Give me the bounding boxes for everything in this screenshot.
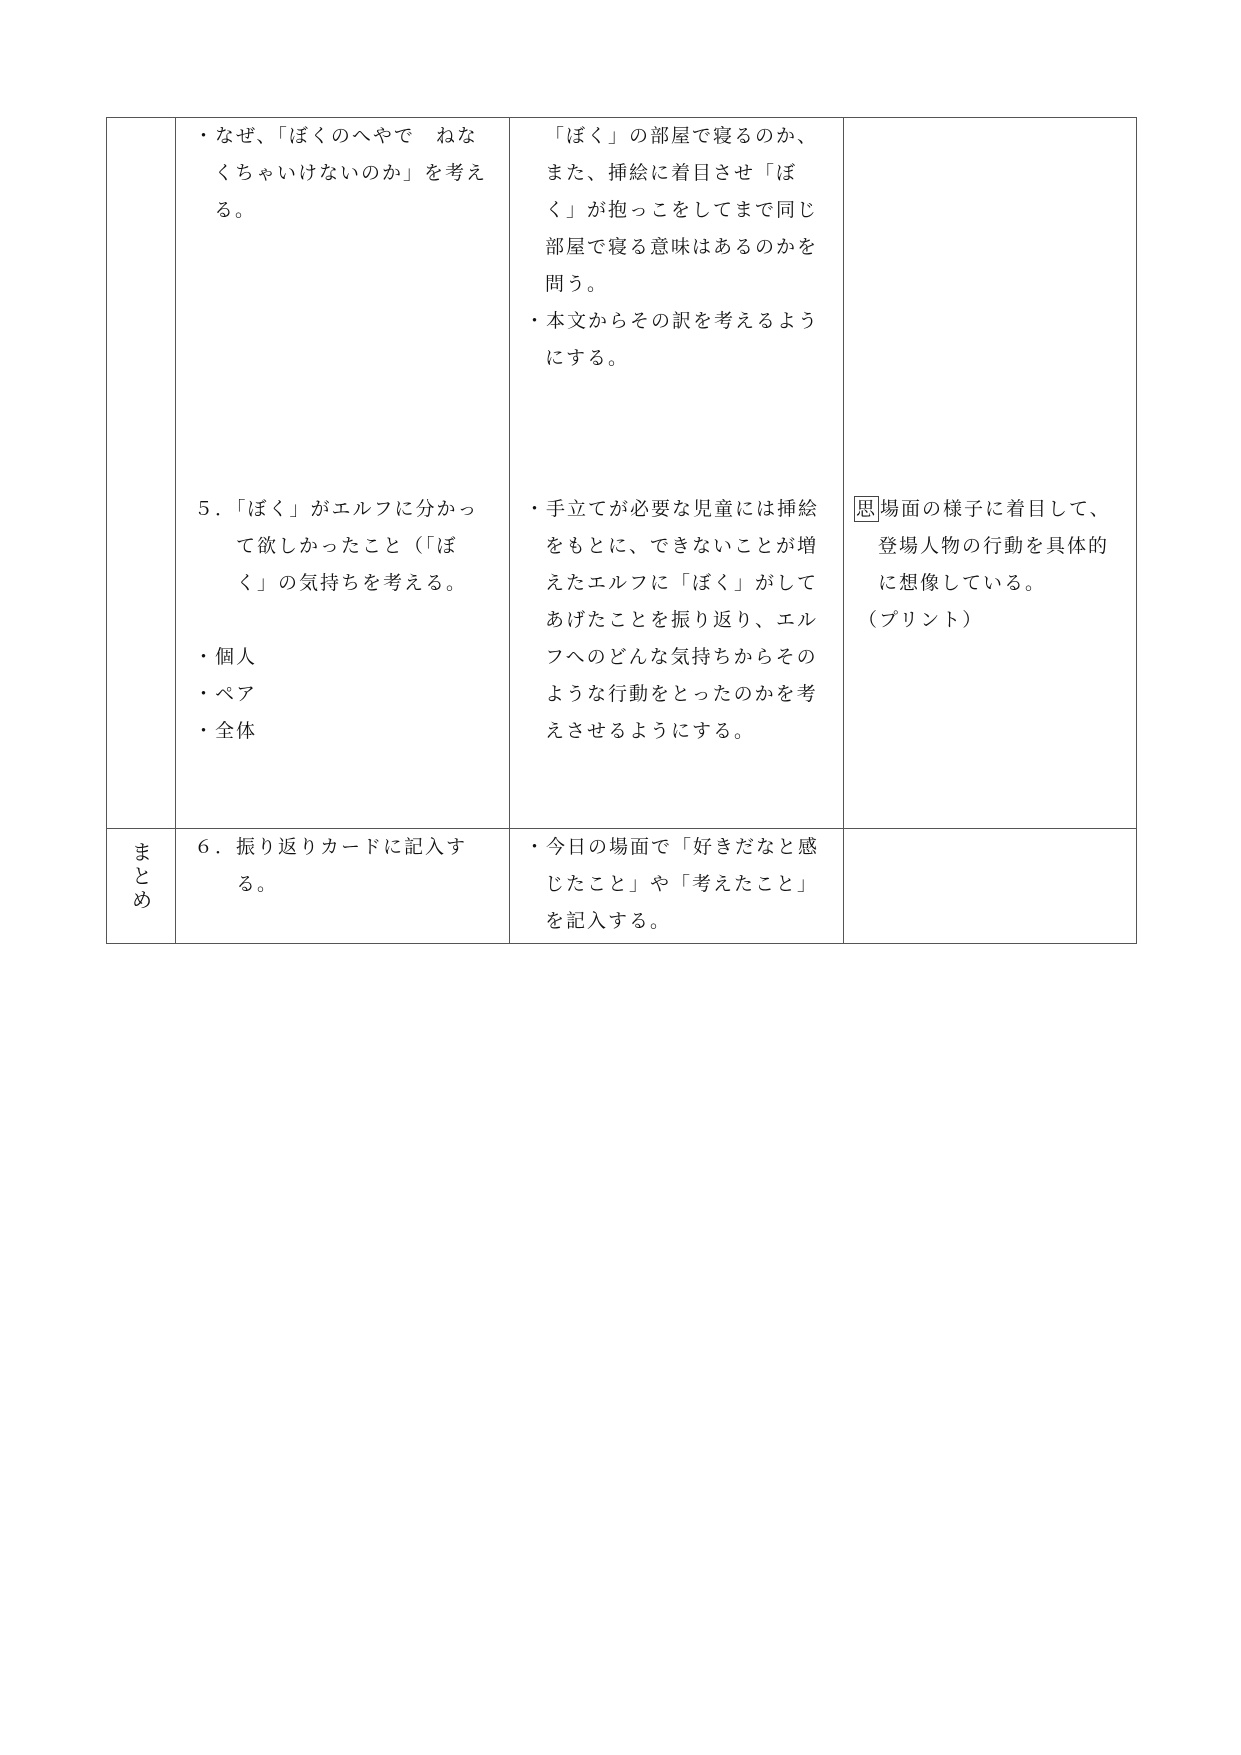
text-line: あげたことを振り返り、エル — [545, 609, 819, 631]
activity-cell — [176, 118, 510, 829]
evaluation-criteria — [854, 491, 1136, 639]
evaluation-badge: 思 — [856, 498, 878, 520]
stage-cell — [107, 829, 176, 944]
text-line: を記入する。 — [545, 910, 672, 932]
activity-cell — [176, 829, 510, 944]
text-line: フへのどんな気持ちからその — [545, 646, 818, 668]
text-line: をもとに、できないことが増 — [545, 535, 819, 557]
text-line: る。 — [236, 873, 279, 895]
text-line: ・個人 — [194, 646, 258, 668]
stage-label: まとめ — [129, 841, 153, 913]
text-line: にする。 — [545, 347, 630, 369]
text-line: 問う。 — [545, 273, 609, 295]
text-line: 「ぼく」の部屋で寝るのか、 — [545, 125, 819, 147]
text-line: くちゃいけないのか」を考え — [214, 162, 488, 184]
text-line: えさせるようにする。 — [545, 720, 756, 742]
text-line: 登場人物の行動を具体的 — [878, 535, 1110, 557]
group-forms — [194, 639, 509, 750]
text-line: ５．「ぼく」がエルフに分かっ — [194, 498, 479, 520]
text-line: ・手立てが必要な児童には挿絵 — [525, 498, 820, 520]
text-line: く」が抱っこをしてまで同じ — [545, 199, 819, 221]
support-step-6 — [525, 829, 843, 940]
text-line: 場面の様子に着目して、 — [880, 498, 1111, 520]
text-line: （プリント） — [858, 609, 984, 631]
text-line: て欲しかったこと（「ぼ — [236, 535, 458, 557]
text-line: る。 — [214, 199, 257, 221]
text-line: ・なぜ、「ぼくのへやで ねな — [194, 125, 478, 147]
text-line: えたエルフに「ぼく」がして — [545, 572, 819, 594]
text-line: ・本文からその訳を考えるよう — [525, 310, 820, 332]
text-line: ６．振り返りカードに記入す — [194, 836, 468, 858]
support-step-5 — [525, 491, 843, 750]
table-row — [107, 118, 1137, 829]
text-line: また、挿絵に着目させ「ぼ — [545, 162, 798, 184]
stage-cell — [107, 118, 176, 829]
text-line: く」の気持ちを考える。 — [236, 572, 468, 594]
text-line: に想像している。 — [878, 572, 1047, 594]
evaluation-cell — [844, 829, 1137, 944]
activity-question — [194, 118, 509, 229]
text-line: 部屋で寝る意味はあるのかを — [545, 236, 819, 258]
table-row — [107, 829, 1137, 944]
text-line: ・ペア — [194, 683, 258, 705]
support-reason — [525, 303, 843, 377]
support-cell — [510, 118, 844, 829]
text-line: ・今日の場面で「好きだなと感 — [525, 836, 820, 858]
support-question — [545, 118, 843, 303]
text-line: ような行動をとったのかを考 — [545, 683, 818, 705]
lesson-plan-table — [106, 117, 1137, 944]
text-line: ・全体 — [194, 720, 258, 742]
support-cell — [510, 829, 844, 944]
activity-step-5 — [194, 491, 509, 602]
text-line: じたこと」や「考えたこと」 — [545, 873, 819, 895]
activity-step-6 — [194, 829, 509, 903]
evaluation-cell — [844, 118, 1137, 829]
